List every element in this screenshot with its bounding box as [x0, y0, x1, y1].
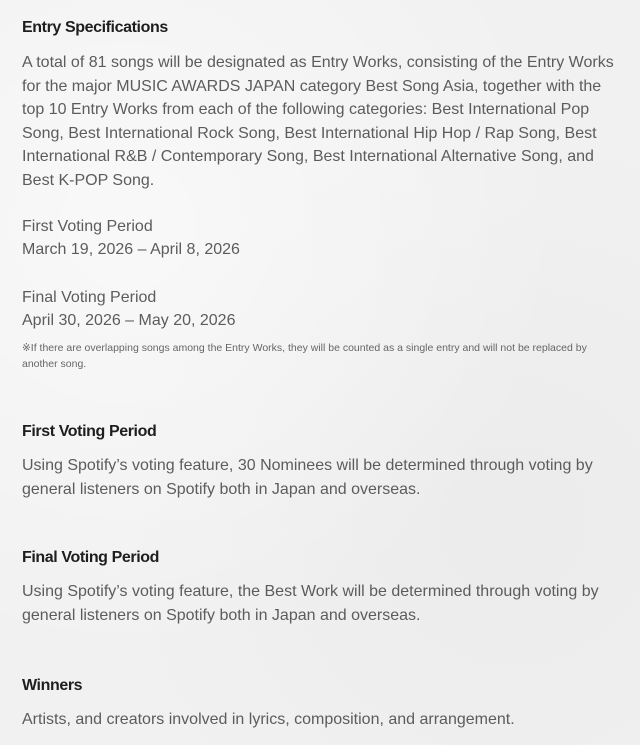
final-voting-body: Using Spotify’s voting feature, the Best Work will be determined through voting by general listeners on Spotify both in Japan and overseas. [22, 583, 599, 624]
final-period-label: Final Voting Period [22, 289, 157, 306]
first-period-dates: March 19, 2026 – April 8, 2026 [22, 241, 240, 258]
final-voting-heading: Final Voting Period [22, 549, 159, 566]
first-voting-body: Using Spotify’s voting feature, 30 Nominees will be determined through voting by general listeners on Spotify both in Japan and overseas. [22, 457, 593, 498]
entry-specifications-body: A total of 81 songs will be designated as Entry Works, consisting of the Entry Works for the major MUSIC AWARDS JAPAN category Best Song Asia, together with the top 10 Entry Works from each of the following categories: Best International Pop Song, Best International Rock Song, Best International Hip Hop / Rap Song, Best International R&B / Contemporary Song, Best International Alternative Song, and Best K-POP Song. [22, 54, 614, 189]
winners-body: Artists, and creators involved in lyrics, composition, and arrangement. [22, 711, 515, 728]
entry-specifications-heading: Entry Specifications [22, 19, 168, 36]
first-period-label: First Voting Period [22, 218, 153, 235]
winners-heading: Winners [22, 677, 83, 694]
final-period-dates: April 30, 2026 – May 20, 2026 [22, 312, 236, 329]
overlap-note: ※If there are overlapping songs among the Entry Works, they will be counted as a single entry and will not be replaced by another song. [22, 342, 587, 370]
first-voting-heading: First Voting Period [22, 423, 157, 440]
